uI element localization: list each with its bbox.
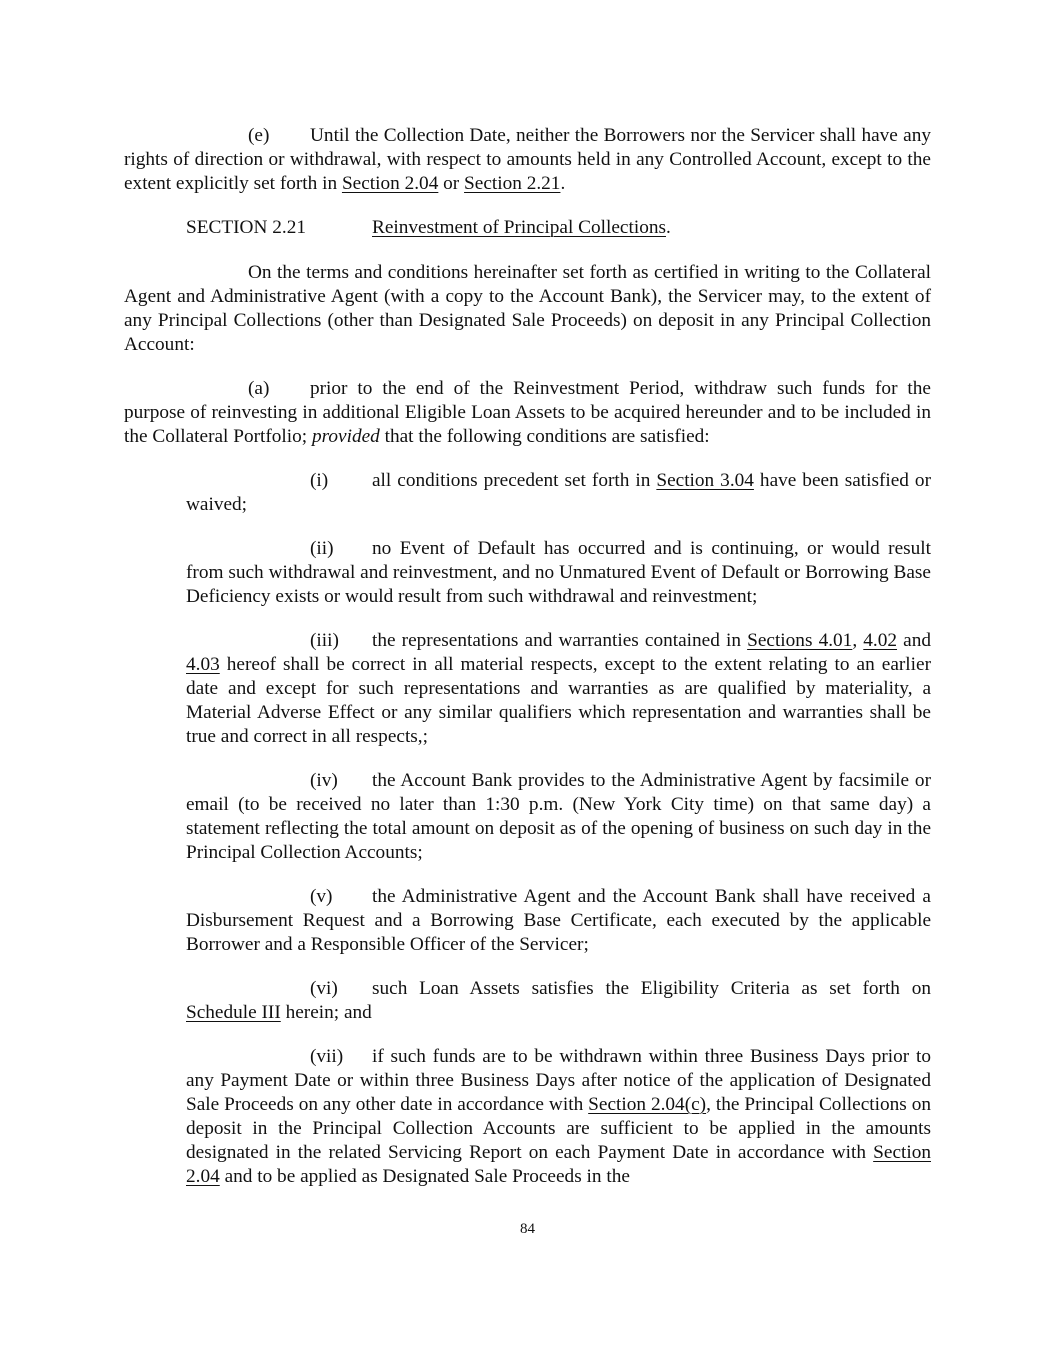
section-reference-link[interactable]: Section 2.21 <box>464 173 561 194</box>
paragraph-text: herein; and <box>280 1002 372 1023</box>
paragraph-number: (v) <box>310 886 333 907</box>
paragraph-number: (iii) <box>310 630 339 651</box>
paragraph-iv <box>186 769 931 865</box>
paragraph-text: have been satisfied or waived; <box>186 470 931 515</box>
paragraph-number: (vi) <box>310 978 338 999</box>
paragraph-intro <box>124 261 931 357</box>
paragraph-i <box>186 469 931 517</box>
section-reference-link[interactable]: Section 2.04 <box>186 1142 931 1187</box>
section-reference-link[interactable]: Schedule III <box>186 1002 281 1023</box>
section-reference-link[interactable]: Section 3.04 <box>656 470 754 491</box>
paragraph-text: that the following conditions are satisfied: <box>379 426 710 447</box>
paragraph-text: prior to the end of the Reinvestment Period, withdraw such funds for the purpose of reinvesting in additional Eligible Loan Assets to be acquired hereunder and to be included in the Collateral Portfolio; <box>124 378 931 447</box>
paragraph-text: , the Principal Collections on deposit in the Principal Collection Accounts are sufficient to be applied in the amounts designated in the related Servicing Report on each Payment Date in accordance with <box>186 1094 932 1163</box>
paragraph-text: the Account Bank provides to the Administrative Agent by facsimile or email (to be received no later than 1:30 p.m. (New York City time) on that same day) a statement reflecting the total amount on deposit as of the opening of business on such day in the Principal Collection Accounts; <box>186 770 931 863</box>
paragraph-number: (iv) <box>310 770 338 791</box>
paragraph-number: (vii) <box>310 1046 344 1067</box>
page-number: 84 <box>520 1221 535 1237</box>
paragraph-text: Until the Collection Date, neither the Borrowers nor the Servicer shall have any rights of direction or withdrawal, with respect to amounts held in any Controlled Account, except to the extent explicitly set forth in <box>124 125 931 194</box>
section-title-period: . <box>666 217 671 238</box>
paragraph-text: the representations and warranties contained in <box>372 630 748 651</box>
section-title: Reinvestment of Principal Collections <box>372 217 666 238</box>
paragraph-text: the Administrative Agent and the Account Bank shall have received a Disbursement Request and a Borrowing Base Certificate, each executed by the applicable Borrower and a Responsible Officer of the Servicer; <box>186 886 931 955</box>
paragraph-text: no Event of Default has occurred and is continuing, or would result from such withdrawal and reinvestment, and no Unmatured Event of Default or Borrowing Base Deficiency exists or would result from such withdrawal and reinvestment; <box>186 538 931 607</box>
section-number: SECTION 2.21 <box>186 217 306 238</box>
paragraph-text: On the terms and conditions hereinafter set forth as certified in writing to the Collateral Agent and Administrative Agent (with a copy to the Account Bank), the Servicer may, to the extent of any Principal Collections (other than Designated Sale Proceeds) on deposit in any Principal Collection Account: <box>124 262 931 355</box>
paragraph-a <box>124 377 931 449</box>
paragraph-text: , <box>852 630 864 651</box>
paragraph-number: (ii) <box>310 538 334 559</box>
paragraph-text: all conditions precedent set forth in <box>372 470 657 491</box>
emphasis-text: provided <box>311 426 380 447</box>
section-reference-link[interactable]: 4.02 <box>863 630 898 651</box>
paragraph-e <box>124 124 931 196</box>
paragraph-number: (a) <box>248 378 270 399</box>
paragraph-ii <box>186 537 931 609</box>
paragraph-text: hereof shall be correct in all material respects, except to the extent relating to an earlier date and except for such representations and warranties as are qualified by materiality, a Material Adverse Effect or any similar qualifiers which representation and warranties shall be true and correct in all respects,; <box>186 654 931 747</box>
paragraph-text: . <box>560 173 566 194</box>
section-reference-link[interactable]: 4.03 <box>186 654 220 675</box>
paragraph-text: such Loan Assets satisfies the Eligibility Criteria as set forth on <box>372 978 931 999</box>
paragraph-text: if such funds are to be withdrawn within three Business Days prior to any Payment Date or within three Business Days after notice of the application of Designated Sale Proceeds on any other date in accordance with <box>186 1046 931 1115</box>
section-reference-link[interactable]: Sections 4.01 <box>747 630 853 651</box>
paragraph-vi <box>186 977 931 1025</box>
section-reference-link[interactable]: Section 2.04(c) <box>588 1094 707 1115</box>
paragraph-number: (i) <box>310 470 329 491</box>
paragraph-text: and <box>897 630 931 651</box>
paragraph-text: or <box>438 173 465 194</box>
paragraph-vii <box>186 1045 931 1189</box>
paragraph-text: and to be applied as Designated Sale Proceeds in the <box>219 1166 630 1187</box>
paragraph-iii <box>186 629 931 749</box>
section-reference-link[interactable]: Section 2.04 <box>341 173 439 194</box>
section-heading <box>186 216 671 240</box>
paragraph-v <box>186 885 931 957</box>
paragraph-number: (e) <box>248 125 270 146</box>
